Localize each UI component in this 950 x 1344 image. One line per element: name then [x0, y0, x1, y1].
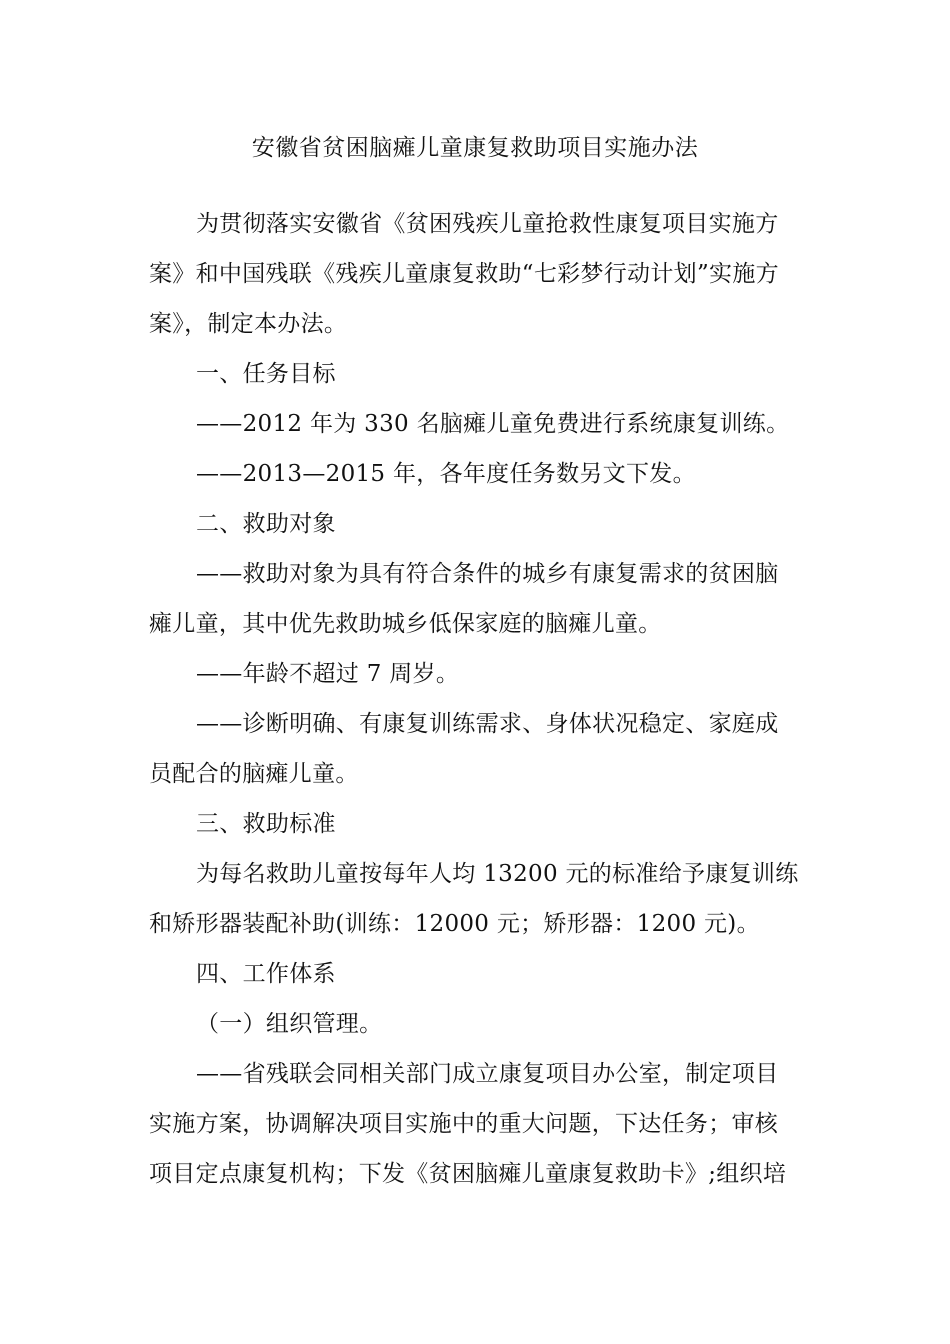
- paragraph-line: ——2012 年为 330 名脑瘫儿童免费进行系统康复训练。: [196, 411, 790, 437]
- section-heading: 四、工作体系: [196, 961, 336, 987]
- paragraph-line: 项目定点康复机构；下发《贫困脑瘫儿童康复救助卡》;组织培: [149, 1161, 787, 1187]
- paragraph-line: 和矫形器装配补助(训练：12000 元；矫形器：1200 元)。: [149, 911, 760, 937]
- paragraph-line: ——年龄不超过 7 周岁。: [196, 661, 460, 687]
- paragraph-line: 瘫儿童，其中优先救助城乡低保家庭的脑瘫儿童。: [149, 611, 662, 637]
- paragraph-line: 实施方案，协调解决项目实施中的重大问题，下达任务；审核: [149, 1111, 779, 1137]
- paragraph-line: 为每名救助儿童按每年人均 13200 元的标准给予康复训练: [196, 861, 799, 887]
- section-heading: 三、救助标准: [196, 811, 336, 837]
- paragraph-line: 员配合的脑瘫儿童。: [149, 761, 359, 787]
- section-heading: 二、救助对象: [196, 511, 336, 537]
- paragraph-line: 为贯彻落实安徽省《贫困残疾儿童抢救性康复项目实施方: [196, 211, 779, 237]
- document-title: 安徽省贫困脑瘫儿童康复救助项目实施办法: [251, 135, 699, 161]
- subsection-heading: （一）组织管理。: [196, 1011, 383, 1037]
- paragraph-line: ——2013—2015 年，各年度任务数另文下发。: [196, 461, 696, 487]
- paragraph-line: ——省残联会同相关部门成立康复项目办公室，制定项目: [196, 1061, 779, 1087]
- paragraph-line: ——诊断明确、有康复训练需求、身体状况稳定、家庭成: [196, 711, 779, 737]
- paragraph-line: ——救助对象为具有符合条件的城乡有康复需求的贫困脑: [196, 561, 779, 587]
- paragraph-line: 案》和中国残联《残疾儿童康复救助“七彩梦行动计划”实施方: [149, 261, 779, 287]
- paragraph-line: 案》，制定本办法。: [149, 311, 348, 337]
- section-heading: 一、任务目标: [196, 361, 336, 387]
